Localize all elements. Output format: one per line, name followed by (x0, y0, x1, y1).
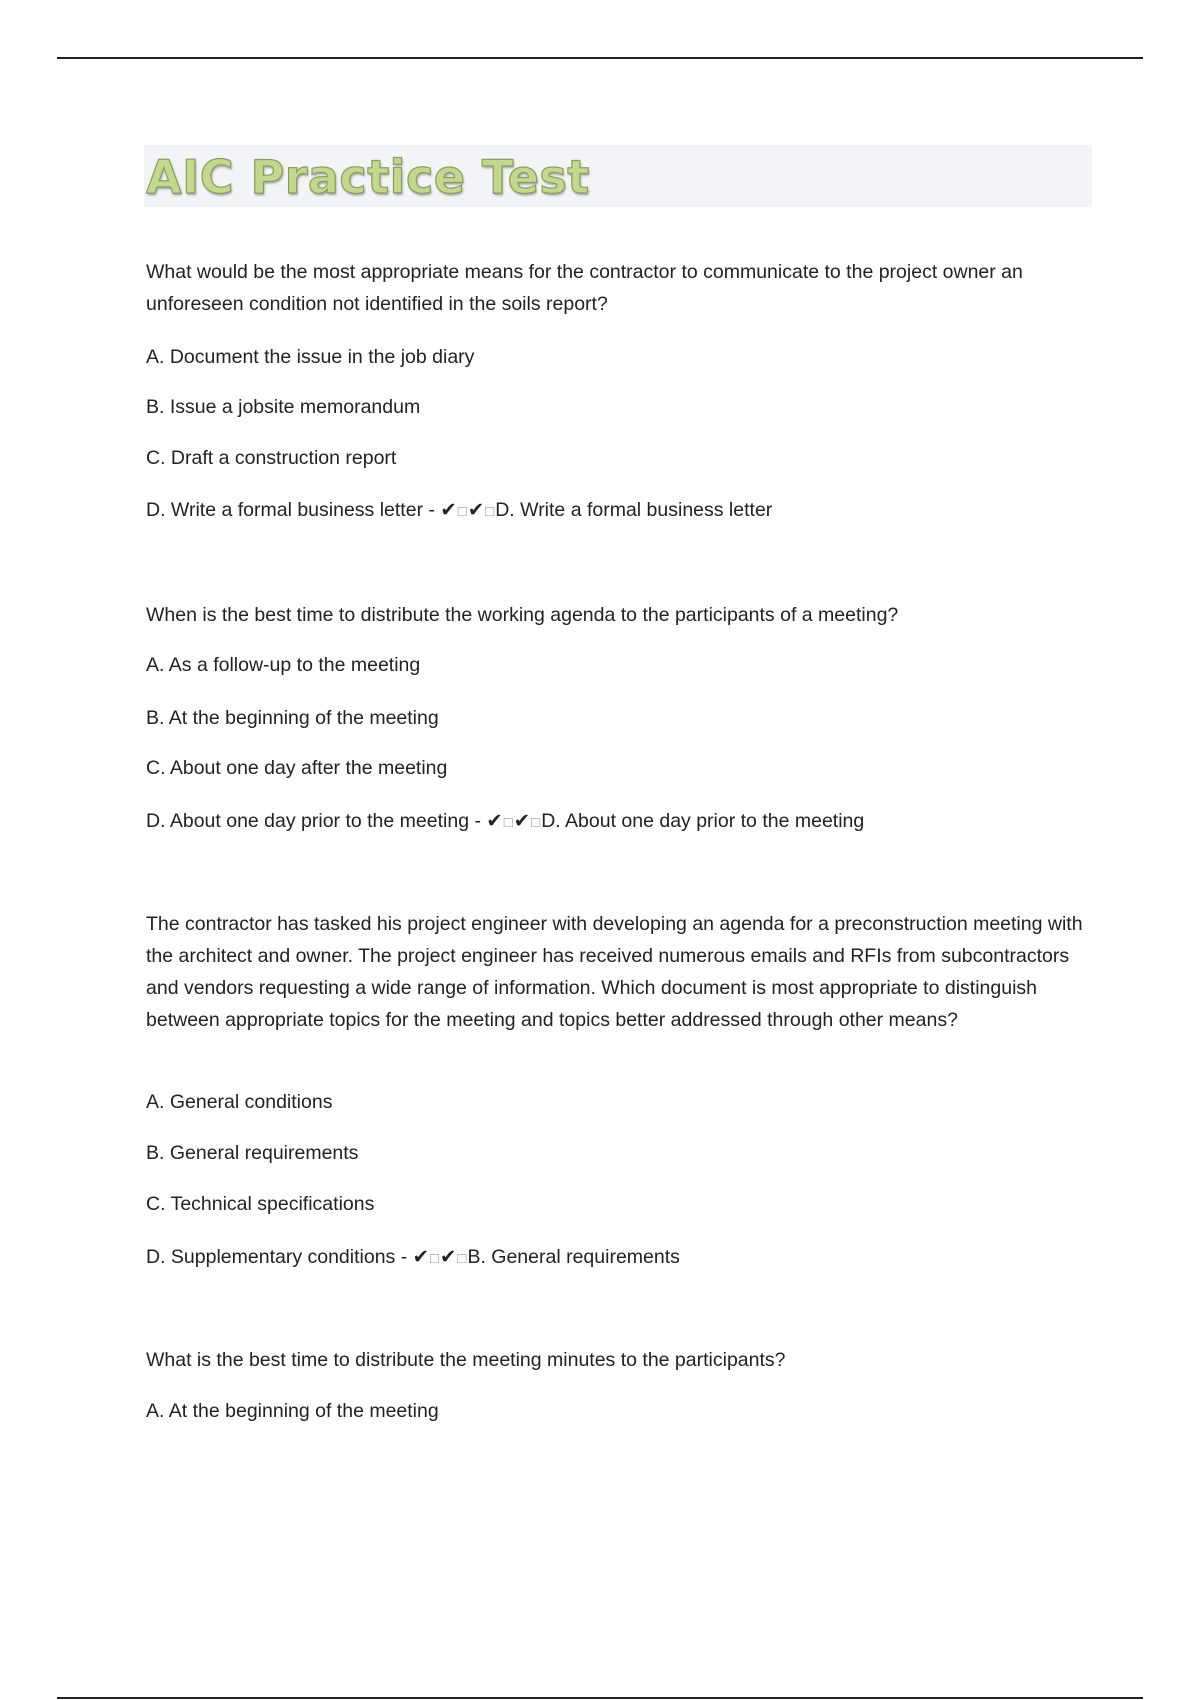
question-2-option-a: A. As a follow-up to the meeting (146, 654, 421, 676)
question-3-option-b: B. General requirements (146, 1142, 359, 1164)
question-2-option-d: D. About one day prior to the meeting - (146, 810, 481, 832)
question-3-option-a: A. General conditions (146, 1091, 333, 1113)
question-1-stem: What would be the most appropriate means for the contractor to communicate to the project owner an unforeseen condition not identified in the soils report? (146, 261, 1023, 315)
question-1-answer: D. Write a formal business letter (495, 499, 773, 521)
header-rule (57, 57, 1143, 59)
question-2-stem: When is the best time to distribute the working agenda to the participants of a meeting? (146, 604, 899, 626)
question-1-option-a: A. Document the issue in the job diary (146, 346, 475, 368)
check-mark-icon: ✔□✔□ (440, 499, 496, 521)
question-2-option-c: C. About one day after the meeting (146, 757, 448, 779)
question-3-option-d: D. Supplementary conditions - (146, 1246, 408, 1268)
question-4-stem: What is the best time to distribute the meeting minutes to the participants? (146, 1349, 786, 1371)
document-title: AIC Practice Test (146, 150, 590, 204)
question-3-option-c: C. Technical specifications (146, 1193, 375, 1215)
question-2-option-b: B. At the beginning of the meeting (146, 707, 439, 729)
question-3-option-d-answer (146, 1241, 1096, 1275)
question-1-option-d: D. Write a formal business letter - (146, 499, 435, 521)
check-mark-icon: ✔□✔□ (486, 810, 542, 832)
question-1-option-b: B. Issue a jobsite memorandum (146, 396, 421, 418)
question-2-option-d-answer (146, 805, 1096, 839)
question-2-answer: D. About one day prior to the meeting (541, 810, 865, 832)
question-3-stem: The contractor has tasked his project engineer with developing an agenda for a preconstruction meeting with the architect and owner. The project engineer has received numerous emails and RFIs from subcontractors and vendors requesting a wide range of information. Which document is most appropriate to distinguish between appropriate topics for the meeting and topics better addressed through other means? (146, 913, 1083, 1031)
question-1-option-c: C. Draft a construction report (146, 447, 397, 469)
question-3-answer: B. General requirements (467, 1246, 680, 1268)
question-1-option-d-answer (146, 494, 1096, 528)
footer-rule (57, 1697, 1143, 1699)
check-mark-icon: ✔□✔□ (412, 1246, 468, 1268)
question-4-option-a: A. At the beginning of the meeting (146, 1400, 439, 1422)
